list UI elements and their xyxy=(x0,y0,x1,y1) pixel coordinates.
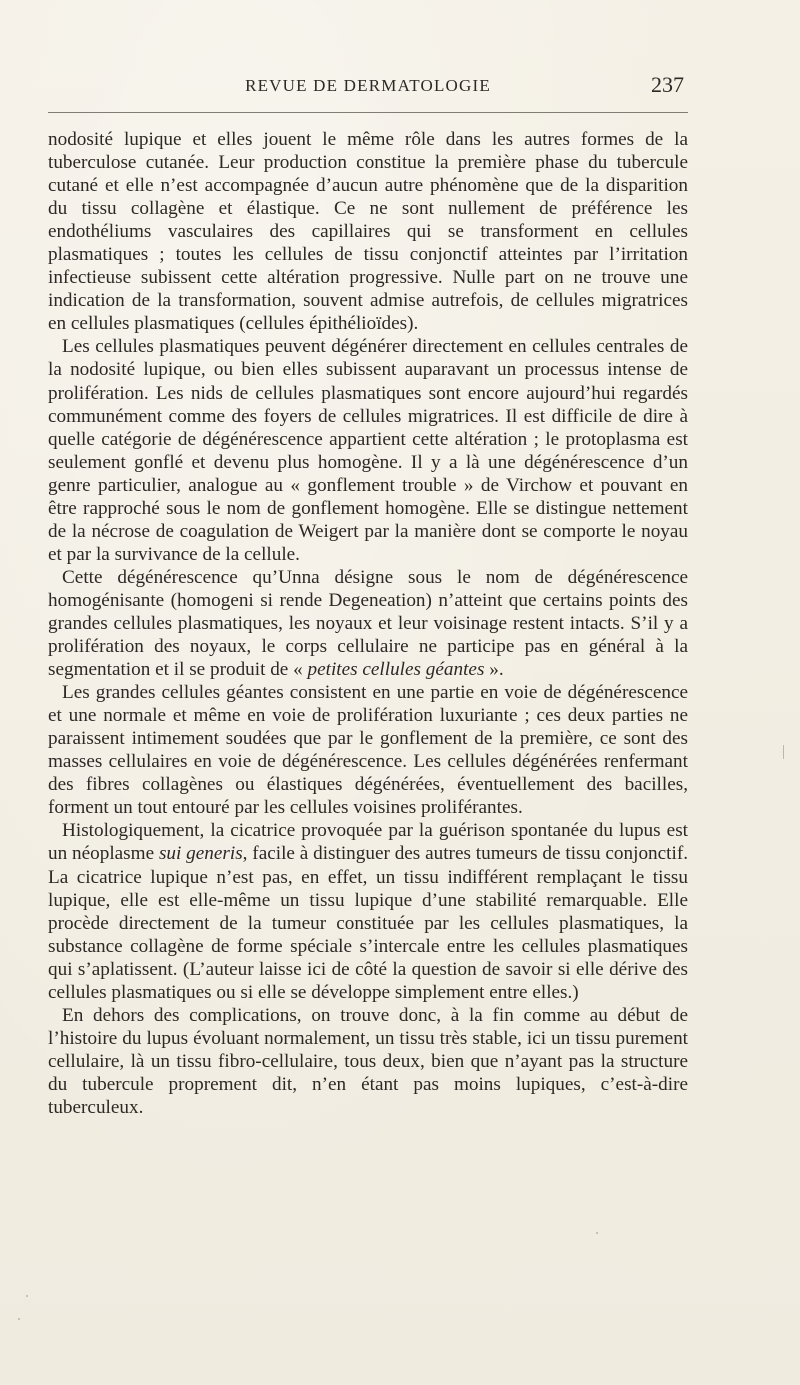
paragraph xyxy=(48,566,688,681)
page-number: 237 xyxy=(651,72,684,97)
header-rule xyxy=(48,112,688,113)
text-run: , facile à distinguer des autres tumeurs de tissu conjonctif. La cicatrice lupique n’est pas, en effet, un tissu indifférent remplaçant le tissu lupique, elle est elle-même un tissu lupique d’une stabilité remarquable. Elle procède directement de la tumeur constituée par les cellules plasmatiques, la substance collagène de forme spéciale s’intercale entre les cellules plasmatiques qui s’aplatissent. (L’auteur laisse ici de côté la question de savoir si elle dérive des cellules plasmatiques ou si elle se développe simplement entre elles.) xyxy=(48,843,689,1003)
text-run: nodosité lupique et elles jouent le même rôle dans les autres formes de la tuberculose cutanée. Leur production constitue la première phase du tubercule cutané et elle n’est accompagnée d’aucun autre phénomène que de la disparition du tissu collagène et élastique. Ce ne sont nullement de préférence les endothéliums vasculaires des capillaires qui se transforment en cellules plasmatiques ; toutes les cellules de tissu conjonctif atteintes par l’irritation infectieuse subissent cette altération progressive. Nulle part on ne trouve une indication de la transformation, souvent admise autrefois, de cellules migratrices en cellules plasmatiques (cellules épithélioïdes). xyxy=(48,129,688,335)
paper-speck xyxy=(26,1295,28,1297)
italic-run: sui generis xyxy=(158,843,243,865)
paragraph xyxy=(48,128,688,335)
paragraph xyxy=(48,1004,688,1119)
text-run: Les cellules plasmatiques peuvent dégénérer directement en cellules centrales de la nodosité lupique, ou bien elles subissent auparavant un processus intense de prolifération. Les nids de cellules plasmatiques sont encore aujourd’hui regardés communément comme des foyers de cellules migratrices. Il est difficile de dire à quelle catégorie de dégénérescence appartient cette altération ; le protoplasma est seulement gonflé et devenu plus homogène. Il y a là une dégénérescence d’un genre particulier, analogue au « gonflement trouble » de Virchow et pouvant en être rapproché sous le nom de gonflement homogène. Elle se distingue nettement de la nécrose de coagulation de Weigert par la manière dont se comporte le noyau et par la survivance de la cellule. xyxy=(48,336,688,565)
paper-speck xyxy=(18,1318,20,1320)
text-run: En dehors des complications, on trouve donc, à la fin comme au début de l’histoire du lupus évoluant normalement, un tissu très stable, ici un tissu purement cellulaire, là un tissu fibro-cellulaire, tous deux, bien que n’ayant pas la structure du tubercule proprement dit, n’en étant pas moins lupiques, c’est-à-dire tuberculeux. xyxy=(48,1004,688,1118)
text-run: Cette dégénérescence qu’Unna désigne sous le nom de dégénérescence homogénisante (homogeni si rende Degeneation) n’atteint que certains points des grandes cellules plasmatiques, les noyaux et leur voisinage restent intacts. S’il y a prolifération des noyaux, le corps cellulaire ne participe pas en général à la segmentation et il se produit de « xyxy=(48,566,688,681)
running-title: REVUE DE DERMATOLOGIE xyxy=(245,76,491,95)
body-text xyxy=(48,128,688,1119)
text-run: Les grandes cellules géantes consistent en une partie en voie de dégénérescence et une normale et même en voie de prolifération luxuriante ; ces deux parties ne paraissent intimement soudées que par le gonflement de la première, ce sont des masses cellulaires en voie de dégénérescence. Les cellules dégénérées renfermant des fibres collagènes ou élastiques dégénérées, éventuellement des bacilles, forment un tout entouré par les cellules voisines proliférantes. xyxy=(48,682,688,819)
text-run: Histologiquement, la cicatrice provoquée par la guérison spontanée du lupus est un néoplasme xyxy=(48,820,688,865)
paragraph xyxy=(48,819,688,1003)
paragraph xyxy=(48,681,688,819)
text-run: ». xyxy=(484,659,504,681)
paragraph xyxy=(48,335,688,565)
paper-speck xyxy=(596,1232,598,1234)
running-header xyxy=(48,72,688,102)
paper-speck xyxy=(783,745,784,759)
italic-run: petites cellules géantes xyxy=(307,659,485,681)
